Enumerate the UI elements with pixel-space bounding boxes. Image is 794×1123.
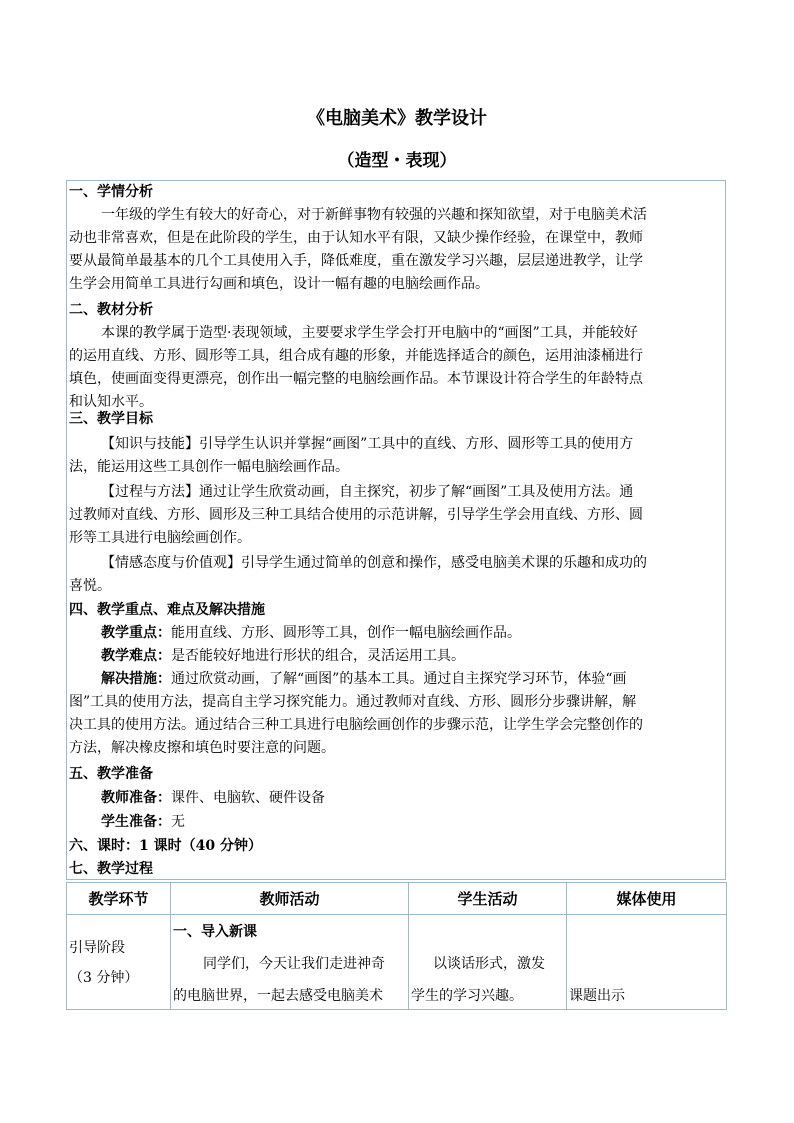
solution-text: 通过欣赏动画，了解“画图”的基本工具。通过自主探究学习环节，体验“画 — [171, 671, 627, 687]
paragraph-line: 【过程与方法】通过让学生欣赏动画，自主探究，初步了解“画图”工具及使用方法。通 — [101, 484, 634, 500]
paragraph-line: 动也非常喜欢，但是在此阶段的学生，由于认知水平有限，又缺少操作经验，在课堂中，教师 — [69, 230, 643, 246]
section-heading: 七、教学过程 — [69, 861, 153, 877]
stage-cell — [67, 915, 170, 1009]
teacher-activity-heading: 一、导入新课 — [173, 924, 257, 940]
paragraph-line: 填色，使画面变得更漂亮，创作出一幅完整的电脑绘画作品。本节课设计符合学生的年龄特点 — [69, 371, 643, 387]
teacher-activity-line: 同学们，今天让我们走进神奇 — [203, 956, 385, 972]
student-activity-cell — [409, 915, 566, 1009]
table-row — [67, 915, 727, 1010]
section-heading: 四、教学重点、难点及解决措施 — [69, 602, 265, 618]
student-prep-text: 无 — [171, 814, 185, 830]
paragraph-line: 本课的教学属于造型·表现领域，主要要求学生学会打开电脑中的“画图”工具，并能较好 — [101, 325, 638, 341]
media-use: 课题出示 — [569, 988, 625, 1004]
column-header: 教学环节 — [67, 883, 171, 915]
section-heading: 五、教学准备 — [69, 766, 153, 782]
section-heading: 三、教学目标 — [69, 411, 153, 427]
section-heading: 一、学情分析 — [69, 184, 153, 200]
teacher-prep-label: 教师准备： — [101, 790, 171, 806]
section-heading: 六、课时：1 课时（40 分钟） — [69, 838, 262, 854]
difficulty-line — [101, 645, 465, 668]
student-prep-line — [101, 811, 185, 834]
paragraph-line: 图”工具的使用方法，提高自主学习探究能力。通过教师对直线、方形、圆形分步骤讲解，解 — [69, 694, 637, 710]
teacher-prep-line — [101, 787, 325, 810]
lesson-plan-frame — [66, 180, 726, 880]
paragraph-line: 法，能运用这些工具创作一幅电脑绘画作品。 — [69, 459, 349, 475]
table-header-row — [67, 883, 727, 915]
paragraph-line: 【情感态度与价值观】引导学生通过简单的创意和操作，感受电脑美术课的乐趣和成功的 — [101, 555, 647, 571]
paragraph-line: 方法，解决橡皮擦和填色时要注意的问题。 — [69, 740, 335, 756]
paragraph-line: 一年级的学生有较大的好奇心，对于新鲜事物有较强的兴趣和探知欲望，对于电脑美术活 — [101, 207, 647, 223]
key-point-text: 能用直线、方形、圆形等工具，创作一幅电脑绘画作品。 — [171, 625, 521, 641]
paragraph-line: 过教师对直线、方形、圆形及三种工具结合使用的示范讲解，引导学生学会用直线、方形、圆 — [69, 507, 643, 523]
document-title: 《电脑美术》教学设计 — [307, 108, 487, 129]
difficulty-text: 是否能较好地进行形状的组合，灵活运用工具。 — [171, 648, 465, 664]
paragraph-line: 和认知水平。 — [69, 394, 153, 410]
solution-line — [101, 668, 626, 691]
paragraph-line: 的运用直线、方形、圆形等工具，组合成有趣的形象，并能选择适合的颜色，运用油漆桶进行 — [69, 348, 643, 364]
key-point-label: 教学重点： — [101, 625, 171, 641]
paragraph-line: 形等工具进行电脑绘画创作。 — [69, 530, 251, 546]
paragraph-line: 【知识与技能】引导学生认识并掌握“画图”工具中的直线、方形、圆形等工具的使用方 — [101, 436, 634, 452]
teacher-activity-cell — [171, 915, 408, 1009]
column-header: 媒体使用 — [567, 883, 727, 915]
stage-name: 引导阶段 — [69, 940, 125, 956]
column-header: 学生活动 — [409, 883, 567, 915]
media-cell — [567, 915, 726, 1009]
paragraph-line: 决工具的使用方法。通过结合三种工具进行电脑绘画创作的步骤示范，让学生学会完整创作的 — [69, 717, 643, 733]
paragraph-line: 喜悦。 — [69, 578, 111, 594]
student-activity-line: 学生的学习兴趣。 — [411, 988, 523, 1004]
key-point-line — [101, 622, 521, 645]
column-header: 教师活动 — [171, 883, 409, 915]
teaching-process-table — [66, 882, 727, 1010]
paragraph-line: 生学会用简单工具进行勾画和填色，设计一幅有趣的电脑绘画作品。 — [69, 276, 489, 292]
teacher-prep-text: 课件、电脑软、硬件设备 — [171, 790, 325, 806]
teacher-activity-line: 的电脑世界，一起去感受电脑美术 — [173, 988, 383, 1004]
section-heading: 二、教材分析 — [69, 302, 153, 318]
student-activity-line: 以谈话形式，激发 — [433, 956, 545, 972]
paragraph-line: 要从最简单最基本的几个工具使用入手，降低难度，重在激发学习兴趣，层层递进教学，让学 — [69, 253, 643, 269]
solution-label: 解决措施： — [101, 671, 171, 687]
difficulty-label: 教学难点： — [101, 648, 171, 664]
stage-time: （3 分钟） — [69, 970, 139, 986]
student-prep-label: 学生准备： — [101, 814, 171, 830]
document-subtitle: （造型・表现） — [337, 151, 457, 171]
